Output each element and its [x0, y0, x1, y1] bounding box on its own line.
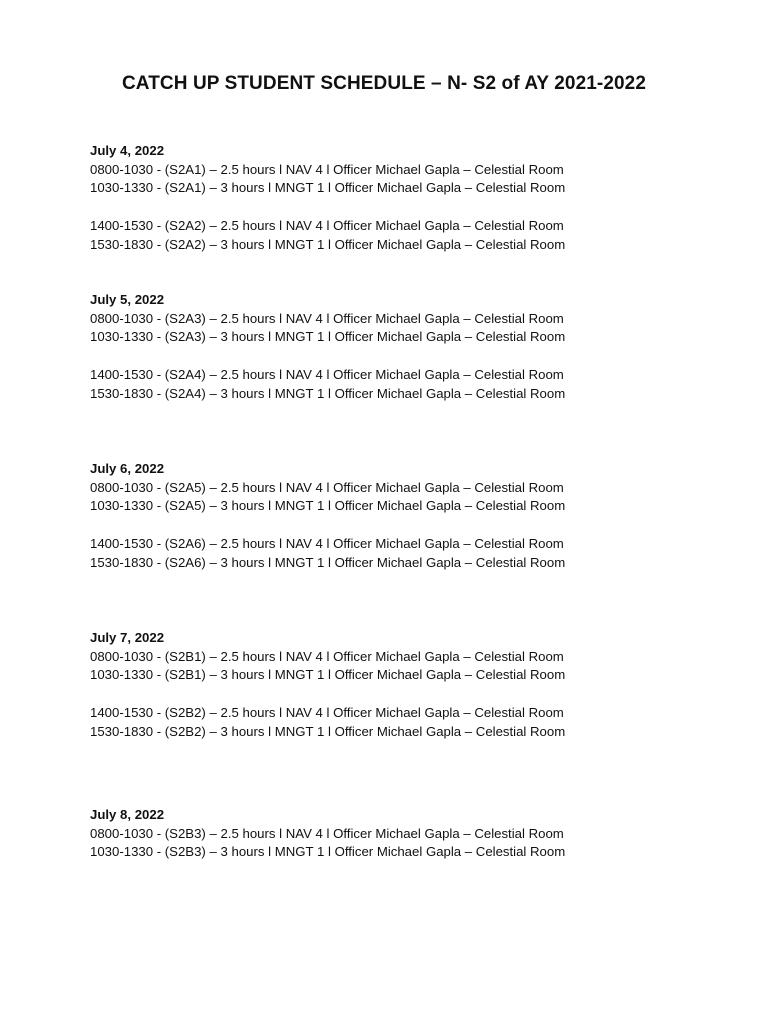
day-date: July 7, 2022: [90, 630, 165, 645]
spacer: [90, 198, 730, 217]
day-date: July 4, 2022: [90, 143, 165, 158]
schedule-entry: 0800-1030 - (S2A3) – 2.5 hours l NAV 4 l Officer Michael Gapla – Celestial Room: [90, 310, 564, 326]
day-date: July 8, 2022: [90, 807, 165, 822]
schedule-entry: 1030-1330 - (S2A5) – 3 hours l MNGT 1 l Officer Michael Gapla – Celestial Room: [90, 498, 566, 514]
document-title: CATCH UP STUDENT SCHEDULE – N- S2 of AY 2021-2022: [121, 73, 647, 94]
day-date: July 5, 2022: [90, 292, 165, 307]
schedule-entry: 0800-1030 - (S2B3) – 2.5 hours l NAV 4 l Officer Michael Gapla – Celestial Room: [90, 825, 564, 841]
schedule-entry: 1400-1530 - (S2B2) – 2.5 hours l NAV 4 l Officer Michael Gapla – Celestial Room: [90, 704, 564, 720]
day-block-july-6: [90, 460, 730, 572]
schedule-entry: 1530-1830 - (S2A2) – 3 hours l MNGT 1 l Officer Michael Gapla – Celestial Room: [90, 236, 566, 252]
schedule-entry: 1400-1530 - (S2A6) – 2.5 hours l NAV 4 l Officer Michael Gapla – Celestial Room: [90, 535, 564, 551]
day-block-july-4: [90, 142, 730, 254]
schedule-entry: 1400-1530 - (S2A4) – 2.5 hours l NAV 4 l Officer Michael Gapla – Celestial Room: [90, 366, 564, 382]
day-date: July 6, 2022: [90, 461, 165, 476]
schedule-entry: 1530-1830 - (S2B2) – 3 hours l MNGT 1 l Officer Michael Gapla – Celestial Room: [90, 723, 566, 739]
schedule-entry: 0800-1030 - (S2B1) – 2.5 hours l NAV 4 l Officer Michael Gapla – Celestial Room: [90, 648, 564, 664]
schedule-entry: 1400-1530 - (S2A2) – 2.5 hours l NAV 4 l Officer Michael Gapla – Celestial Room: [90, 217, 564, 233]
schedule-entry: 0800-1030 - (S2A1) – 2.5 hours l NAV 4 l Officer Michael Gapla – Celestial Room: [90, 161, 564, 177]
schedule-entry: 1530-1830 - (S2A6) – 3 hours l MNGT 1 l Officer Michael Gapla – Celestial Room: [90, 554, 566, 570]
spacer: [90, 685, 730, 704]
day-block-july-8: [90, 806, 730, 862]
day-block-july-5: [90, 291, 730, 403]
schedule-entry: 1030-1330 - (S2B1) – 3 hours l MNGT 1 l Officer Michael Gapla – Celestial Room: [90, 667, 566, 683]
spacer: [90, 347, 730, 366]
schedule-entry: 1030-1330 - (S2A3) – 3 hours l MNGT 1 l Officer Michael Gapla – Celestial Room: [90, 329, 566, 345]
schedule-entry: 1030-1330 - (S2B3) – 3 hours l MNGT 1 l Officer Michael Gapla – Celestial Room: [90, 844, 566, 860]
schedule-entry: 0800-1030 - (S2A5) – 2.5 hours l NAV 4 l Officer Michael Gapla – Celestial Room: [90, 479, 564, 495]
day-block-july-7: [90, 629, 730, 741]
schedule-entry: 1030-1330 - (S2A1) – 3 hours l MNGT 1 l Officer Michael Gapla – Celestial Room: [90, 180, 566, 196]
spacer: [90, 516, 730, 535]
schedule-entry: 1530-1830 - (S2A4) – 3 hours l MNGT 1 l Officer Michael Gapla – Celestial Room: [90, 385, 566, 401]
